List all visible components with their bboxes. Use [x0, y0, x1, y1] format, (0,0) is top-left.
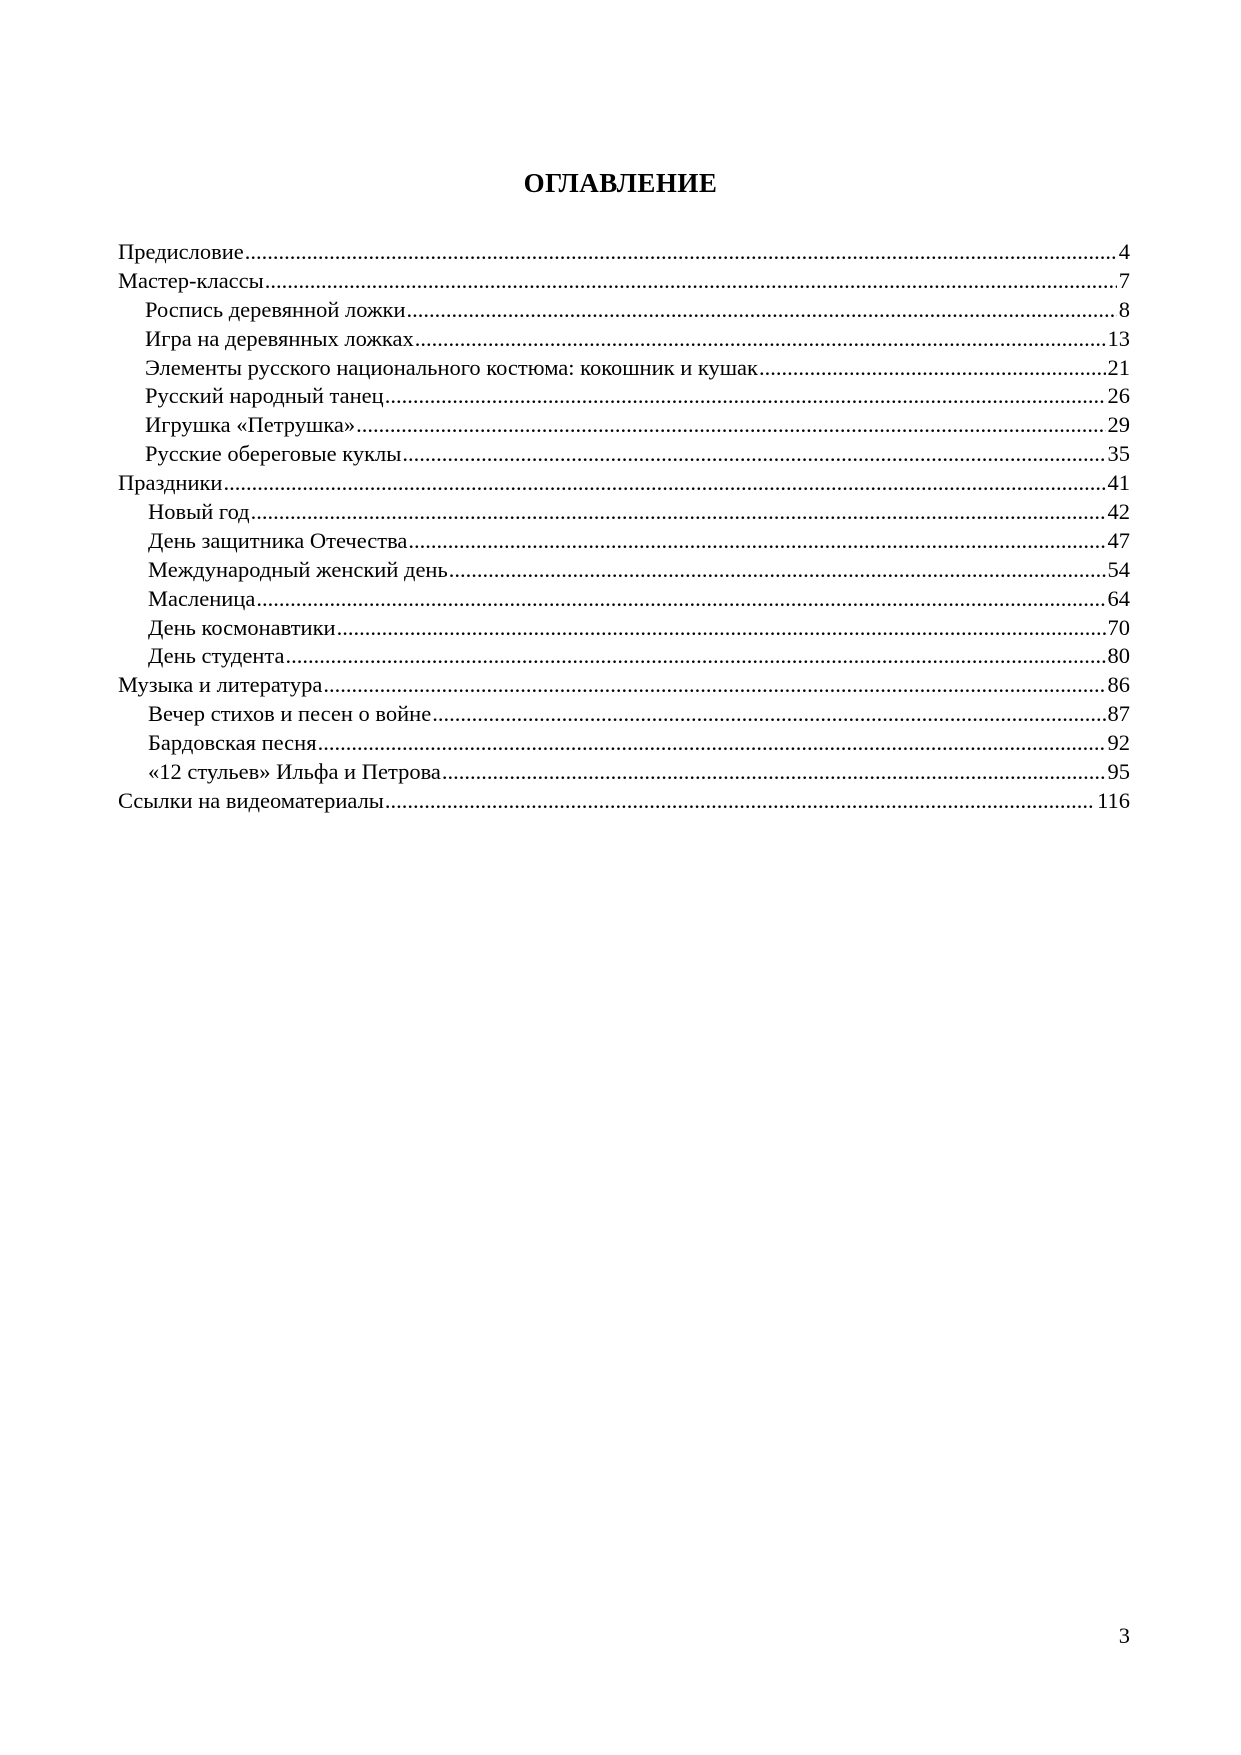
toc-entry-page: 4: [1118, 239, 1130, 264]
toc-leader-dots: [356, 411, 1105, 440]
toc-entry-label: Масленица: [148, 585, 256, 611]
toc-entry[interactable]: [118, 585, 1130, 614]
toc-leader-dots: [408, 527, 1105, 556]
toc-entry-page: 7: [1118, 267, 1130, 293]
toc-entry-page: 26: [1107, 383, 1130, 409]
toc-leader-dots: [337, 614, 1106, 643]
toc-entry-label: Музыка и литература: [118, 672, 323, 698]
toc-entry[interactable]: [118, 267, 1130, 296]
toc-entry-label: Игра на деревянных ложках: [145, 325, 414, 351]
toc-entry[interactable]: [118, 729, 1130, 758]
toc-entry-page: 35: [1107, 441, 1130, 467]
toc-entry-page: 116: [1097, 787, 1130, 813]
toc-entry[interactable]: [118, 238, 1130, 267]
toc-entry-page: 87: [1107, 701, 1130, 727]
toc-entry-label: Международный женский день: [148, 556, 448, 582]
toc-entry-page: 86: [1107, 672, 1130, 698]
toc-leader-dots: [407, 296, 1117, 325]
toc-leader-dots: [256, 585, 1105, 614]
toc-entry[interactable]: [118, 498, 1130, 527]
toc-entry[interactable]: [118, 325, 1130, 354]
toc-entry-page: 41: [1107, 470, 1130, 496]
toc-entry-label: Русский народный танец: [145, 383, 384, 409]
toc-leader-dots: [415, 325, 1106, 354]
toc-entry-page: 42: [1107, 499, 1130, 525]
toc-entry-label: Бардовская песня: [148, 730, 317, 756]
toc-entry[interactable]: [118, 469, 1130, 498]
toc-entry-page: 70: [1107, 614, 1130, 640]
toc-entry-page: 47: [1107, 527, 1130, 553]
toc-entry-page: 80: [1107, 643, 1130, 669]
toc-leader-dots: [245, 238, 1117, 267]
toc-entry-label: Игрушка «Петрушка»: [145, 412, 356, 438]
toc-entry-label: Предисловие: [118, 239, 244, 264]
toc-entry-label: День студента: [148, 643, 285, 669]
toc-entry[interactable]: [118, 382, 1130, 411]
toc-entry[interactable]: [118, 787, 1130, 816]
toc-leader-dots: [323, 671, 1105, 700]
toc-entry-label: Праздники: [118, 470, 223, 496]
toc-entry-label: Ссылки на видеоматериалы: [118, 787, 384, 813]
toc-entry-page: 92: [1107, 730, 1130, 756]
toc-entry-page: 29: [1107, 412, 1130, 438]
toc-entry[interactable]: [118, 758, 1130, 787]
toc-entry-page: 21: [1107, 354, 1130, 380]
toc-entry[interactable]: [118, 440, 1130, 469]
toc-entry-page: 13: [1107, 325, 1130, 351]
toc-entry[interactable]: [118, 527, 1130, 556]
toc-entry[interactable]: [118, 700, 1130, 729]
toc-entry[interactable]: [118, 671, 1130, 700]
toc-leader-dots: [385, 382, 1106, 411]
toc-entry-label: День защитника Отечества: [148, 527, 408, 553]
toc-entry[interactable]: [118, 411, 1130, 440]
toc-entry[interactable]: [118, 556, 1130, 585]
toc-entry-label: Мастер-классы: [118, 267, 264, 293]
toc-leader-dots: [442, 758, 1106, 787]
page-title: ОГЛАВЛЕНИЕ: [523, 168, 718, 198]
toc-entry[interactable]: [118, 296, 1130, 325]
toc-entry-page: 64: [1107, 585, 1130, 611]
toc-entry[interactable]: [118, 642, 1130, 671]
toc-leader-dots: [285, 642, 1105, 671]
toc-leader-dots: [759, 354, 1106, 383]
toc-entry-label: Роспись деревянной ложки: [145, 296, 406, 322]
toc-entry[interactable]: [118, 354, 1130, 383]
toc-leader-dots: [265, 267, 1117, 296]
toc-entry-label: Элементы русского национального костюма: кокошник и кушак: [145, 354, 758, 380]
toc-entry-label: «12 стульев» Ильфа и Петрова: [148, 759, 441, 785]
toc-entry-page: 54: [1107, 556, 1130, 582]
toc-entry-label: Новый год: [148, 499, 250, 525]
toc-entry-label: Вечер стихов и песен о войне: [148, 701, 432, 727]
page-number: 3: [1118, 1623, 1130, 1648]
toc-leader-dots: [223, 469, 1105, 498]
toc-entry-page: 95: [1107, 759, 1130, 785]
toc-leader-dots: [318, 729, 1106, 758]
toc-entry-label: День космонавтики: [148, 614, 336, 640]
toc-entry-page: 8: [1118, 296, 1130, 322]
toc-leader-dots: [402, 440, 1105, 469]
toc-leader-dots: [385, 787, 1095, 816]
toc-leader-dots: [449, 556, 1106, 585]
toc-leader-dots: [251, 498, 1106, 527]
toc-entry[interactable]: [118, 614, 1130, 643]
toc-entry-label: Русские обереговые куклы: [145, 441, 402, 467]
table-of-contents: [118, 238, 1130, 816]
toc-leader-dots: [432, 700, 1105, 729]
